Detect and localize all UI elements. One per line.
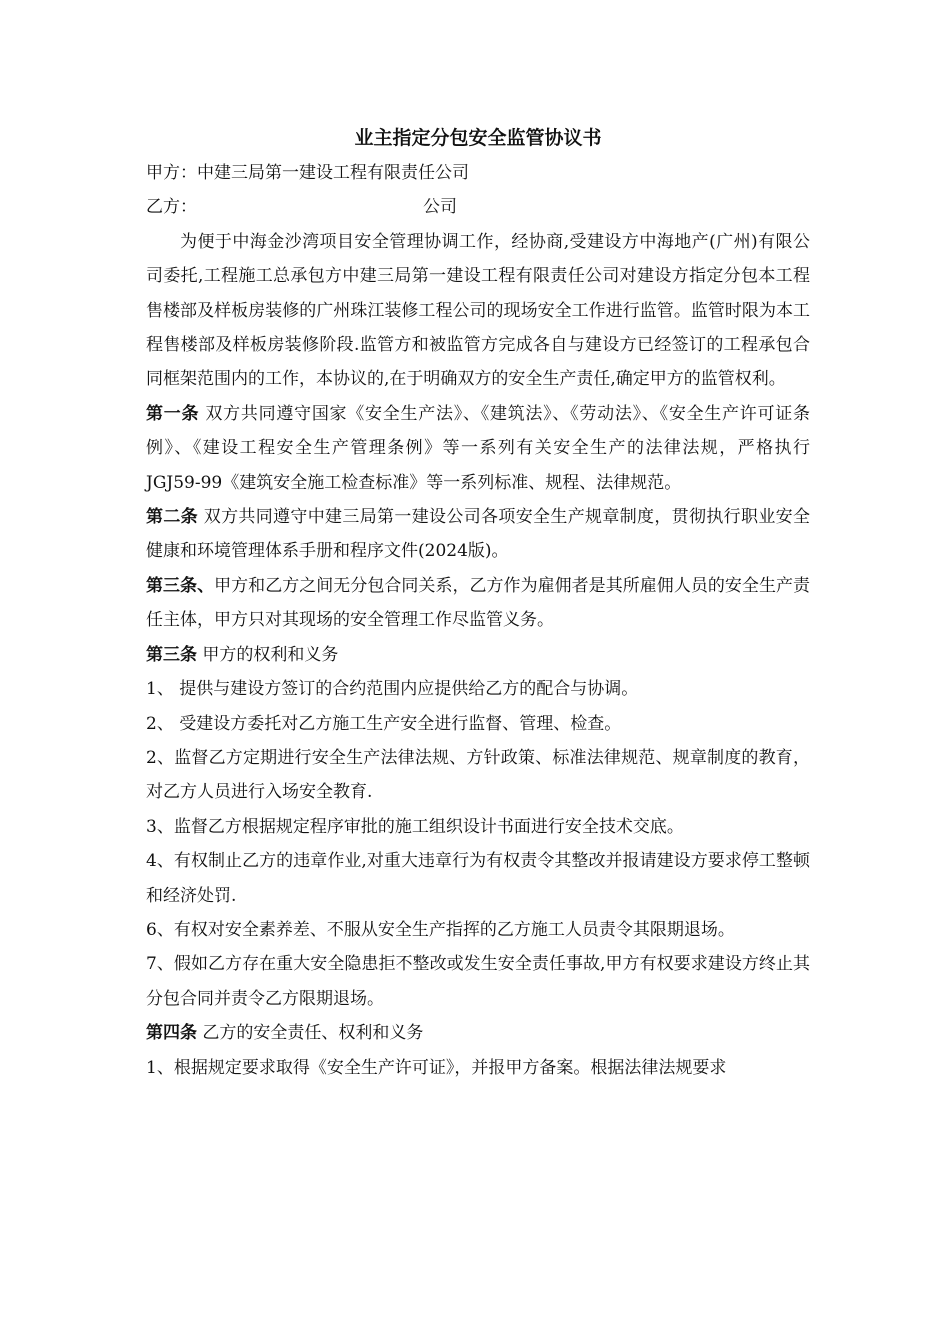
article-1-heading: 第一条 (146, 403, 200, 424)
party-b-label: 乙方： (146, 197, 197, 218)
article-2-heading: 第二条 (146, 507, 198, 528)
article-3a-heading: 第三条、 (146, 575, 215, 596)
article-4-text: 乙方的安全责任、权利和义务 (197, 1023, 424, 1044)
article-3a (146, 569, 810, 638)
party-a-item-1: 1、 提供与建设方签订的合约范围内应提供给乙方的配合与协调。 (146, 679, 639, 700)
party-a-line: 甲方：中建三局第一建设工程有限责任公司 (146, 163, 469, 183)
party-b-item-1: 1、根据规定要求取得《安全生产许可证》，并报甲方备案。根据法律法规要求 (146, 1057, 727, 1078)
article-3b-text: 甲方的权利和义务 (197, 644, 339, 665)
party-b-company: 公司 (423, 197, 457, 218)
article-3a-text: 甲方和乙方之间无分包合同关系，乙方作为雇佣者是其所雇佣人员的安全生产责任主体，甲方只对其现场的安全管理工作尽监管义务。 (146, 575, 811, 631)
party-a-item-2: 2、 受建设方委托对乙方施工生产安全进行监督、管理、检查。 (146, 713, 622, 734)
article-4 (146, 1016, 810, 1050)
party-a-item-4: 3、监督乙方根据规定程序审批的施工组织设计书面进行安全技术交底。 (146, 816, 684, 837)
article-3b (146, 638, 810, 672)
article-2 (146, 500, 810, 569)
party-b-line (146, 190, 810, 224)
document-page (146, 120, 810, 1085)
article-3b-heading: 第三条 (146, 644, 197, 665)
party-a-item-6: 6、有权对安全素养差、不服从安全生产指挥的乙方施工人员责令其限期退场。 (146, 919, 735, 940)
document-title: 业主指定分包安全监管协议书 (354, 127, 602, 149)
party-a-item-5: 4、有权制止乙方的违章作业,对重大违章行为有权责令其整改并报请建设方要求停工整顿和经济处罚. (146, 851, 810, 906)
article-4-heading: 第四条 (146, 1023, 197, 1044)
article-2-text: 双方共同遵守中建三局第一建设公司各项安全生产规章制度，贯彻执行职业安全健康和环境管理体系手册和程序文件(2024版)。 (146, 507, 811, 562)
article-1-text: 双方共同遵守国家《安全生产法》、《建筑法》、《劳动法》、《安全生产许可证条例》、《建设工程安全生产管理条例》等一系列有关安全生产的法律法规，严格执行JGJ59-99《建筑安全施工检查标准》等一系列标准、规程、法律规范。 (146, 403, 811, 493)
intro-paragraph: 为便于中海金沙湾项目安全管理协调工作，经协商,受建设方中海地产(广州)有限公司委托,工程施工总承包方中建三局第一建设工程有限责任公司对建设方指定分包本工程售楼部及样板房装修的广州珠江装修工程公司的现场安全工作进行监管。监管时限为本工程售楼部及样板房装修阶段.监管方和被监管方完成各自与建设方已经签订的工程承包合同框架范围内的工作，本协议的,在于明确双方的安全生产责任,确定甲方的监管权利。 (146, 231, 810, 390)
party-a-item-3: 2、监督乙方定期进行安全生产法律法规、方针政策、标准法律规范、规章制度的教育，对乙方人员进行入场安全教育. (146, 747, 810, 803)
party-a-item-7: 7、假如乙方存在重大安全隐患拒不整改或发生安全责任事故,甲方有权要求建设方终止其分包合同并责令乙方限期退场。 (146, 954, 810, 1009)
article-1 (146, 397, 810, 500)
